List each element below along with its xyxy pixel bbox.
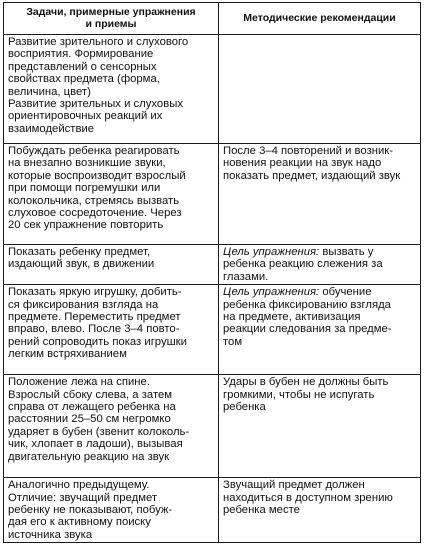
table-row (4, 478, 421, 543)
goal-label: Цель упражнения: (223, 246, 320, 258)
recommendation-cell: После 3–4 повторений и возник- новения реакции на звук надо показать предмет, издающий звук (219, 144, 421, 245)
task-cell: Аналогично предыдущему. Отличие: звучащий предмет ребенку не показывают, побуж- дая его к активному поиску источника звука (4, 478, 219, 543)
table-row (4, 285, 421, 375)
recommendation-cell: Цель упражнения: обучение ребенка фиксированию взгляда на предмете, активизация реакции следования за предме- том (219, 285, 421, 375)
header-recommendations: Методические рекомендации (219, 3, 421, 35)
goal-label: Цель упражнения: (223, 286, 320, 299)
recommendation-cell: Цель упражнения: вызвать у ребенка реакцию слежения за глазами. (219, 245, 421, 285)
methods-table (3, 2, 421, 543)
table-header-row (4, 3, 421, 35)
header-tasks: Задачи, примерные упражнения и приемы (4, 3, 219, 35)
recommendation-cell (219, 35, 421, 144)
task-cell: Побуждать ребенка реагировать на внезапно возникшие звуки, которые воспроизводит взрослый при помощи погремушки или колокольчика, стремясь вызвать слуховое сосредоточение. Через 20 сек упражнение повторить (4, 144, 219, 245)
table-row (4, 144, 421, 245)
recommendation-cell: Звучащий предмет должен находиться в доступном зрению ребенка месте (219, 478, 421, 543)
task-cell: Развитие зрительного и слухового восприятия. Формирование представлений о сенсорных свойствах предмета (форма, величина, цвет) Развитие зрительных и слуховых ориентировочных реакций их взаимодействие (4, 35, 219, 144)
table-row (4, 245, 421, 285)
task-cell: Показать яркую игрушку, добить- ся фиксирования взгляда на предмете. Переместить предмет вправо, влево. После 3–4 повто- рений сопроводить показ игрушки легким встряхиванием (4, 285, 219, 375)
task-cell: Положение лежа на спине. Взрослый сбоку слева, а затем справа от лежащего ребенка на расстоянии 25–50 см негромко ударяет в бубен (звенит колоколь- чик, хлопает в ладоши), вызывая двигательную реакцию на звук (4, 375, 219, 478)
table-row (4, 35, 421, 144)
recommendation-cell: Удары в бубен не должны быть громкими, чтобы не испугать ребенка (219, 375, 421, 478)
table-row (4, 375, 421, 478)
task-cell: Показать ребенку предмет, издающий звук, в движении (4, 245, 219, 285)
